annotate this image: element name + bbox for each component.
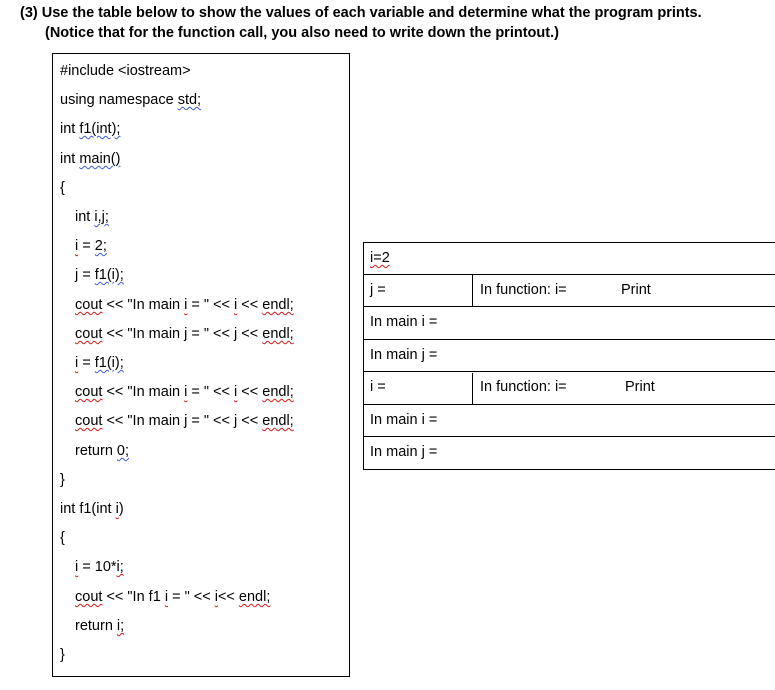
question-line-1: (3) Use the table below to show the values of each variable and determine what the program prints. [20,5,702,21]
code-brace-open-main: { [60,180,65,196]
table-row [363,372,775,405]
table-row [363,405,775,438]
code-include: #include <iostream> [60,63,191,79]
table-cell[interactable]: In main j = [370,346,438,363]
code-cout-f1: cout << "In f1 i = " << i<< endl; [75,589,271,605]
code-return-i: return i; [75,618,125,634]
table-row [363,275,775,308]
code-f1-signature: int f1(int i) [60,501,124,517]
code-call-2: i = f1(i); [75,355,124,371]
table-row [363,340,775,373]
code-using: using namespace std; [60,92,202,108]
table-cell[interactable]: In main i = [370,314,438,330]
table-cell[interactable]: Print [625,379,655,395]
code-brace-close-main: } [60,472,65,488]
code-multiply: i = 10*i; [75,559,124,575]
table-cell[interactable]: In function: i= [480,379,567,395]
table-cell[interactable]: i=2 [370,250,390,266]
code-cout-1: cout << "In main i = " << i << endl; [75,297,294,313]
code-brace-close-f1: } [60,647,65,663]
code-main-signature: int main() [60,151,121,167]
table-row [363,437,775,470]
code-declare: int i,j; [75,209,109,225]
table-cell[interactable]: i = [370,379,386,395]
table-row [363,307,775,340]
code-call-1: j = f1(i); [75,267,124,283]
code-cout-2: cout << "In main j = " << j << endl; [75,326,294,342]
table-cell[interactable]: Print [621,281,651,298]
table-cell[interactable]: In main j = [370,444,438,460]
code-brace-open-f1: { [60,530,65,546]
question-line-2: (Notice that for the function call, you also need to write down the printout.) [45,25,559,41]
table-row [363,242,775,275]
table-cell[interactable]: In function: i= [480,281,567,298]
code-box [52,53,350,677]
answer-table [363,242,775,470]
code-prototype: int f1(int); [60,121,121,137]
code-return-0: return 0; [75,443,130,459]
table-cell[interactable]: In main i = [370,411,438,428]
code-cout-4: cout << "In main j = " << j << endl; [75,413,294,429]
code-assign-i: i = 2; [75,238,107,254]
code-cout-3: cout << "In main i = " << i << endl; [75,384,294,400]
table-cell[interactable]: j = [370,281,386,298]
